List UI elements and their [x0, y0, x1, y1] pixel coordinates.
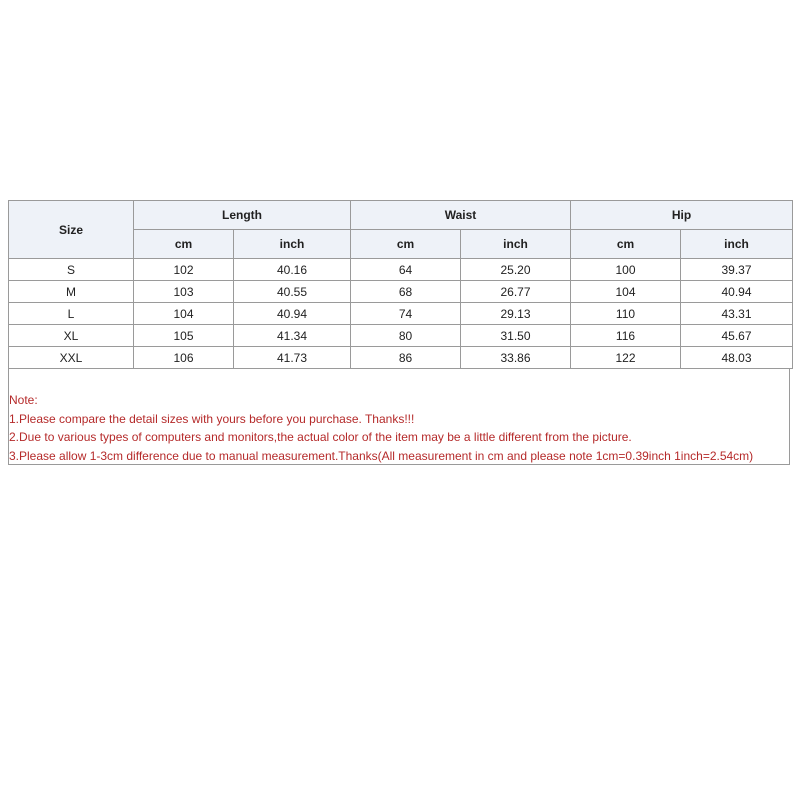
unit-header: cm [571, 230, 681, 259]
size-cell: L [9, 303, 134, 325]
table-cell: 43.31 [681, 303, 793, 325]
size-cell: XXL [9, 347, 134, 369]
size-table [8, 200, 793, 369]
table-row [9, 303, 793, 325]
length-group-header: Length [134, 201, 351, 230]
table-row [9, 281, 793, 303]
unit-header: cm [351, 230, 461, 259]
table-cell: 105 [134, 325, 234, 347]
size-notes [8, 369, 790, 465]
table-cell: 100 [571, 259, 681, 281]
table-cell: 31.50 [461, 325, 571, 347]
unit-header: inch [234, 230, 351, 259]
group-header-row [9, 201, 793, 230]
table-cell: 122 [571, 347, 681, 369]
table-row [9, 325, 793, 347]
note-line: 2.Due to various types of computers and monitors,the actual color of the item may be a little different from the picture. [9, 430, 632, 444]
table-cell: 41.34 [234, 325, 351, 347]
table-cell: 39.37 [681, 259, 793, 281]
table-cell: 45.67 [681, 325, 793, 347]
table-cell: 40.16 [234, 259, 351, 281]
table-cell: 102 [134, 259, 234, 281]
table-cell: 110 [571, 303, 681, 325]
table-cell: 74 [351, 303, 461, 325]
table-cell: 41.73 [234, 347, 351, 369]
table-row [9, 259, 793, 281]
unit-header: cm [134, 230, 234, 259]
table-cell: 33.86 [461, 347, 571, 369]
table-cell: 64 [351, 259, 461, 281]
table-cell: 26.77 [461, 281, 571, 303]
note-line: 3.Please allow 1-3cm difference due to manual measurement.Thanks(All measurement in cm and please note 1cm=0.39inch 1inch=2.54cm) [9, 448, 754, 463]
table-cell: 40.94 [681, 281, 793, 303]
table-cell: 40.55 [234, 281, 351, 303]
size-cell: XL [9, 325, 134, 347]
unit-header: inch [461, 230, 571, 259]
size-cell: M [9, 281, 134, 303]
size-column-header: Size [9, 201, 134, 259]
note-title: Note: [9, 393, 38, 407]
table-cell: 25.20 [461, 259, 571, 281]
table-cell: 106 [134, 347, 234, 369]
unit-header: inch [681, 230, 793, 259]
table-cell: 29.13 [461, 303, 571, 325]
table-cell: 116 [571, 325, 681, 347]
table-cell: 104 [571, 281, 681, 303]
size-cell: S [9, 259, 134, 281]
table-cell: 86 [351, 347, 461, 369]
table-cell: 104 [134, 303, 234, 325]
size-chart [8, 200, 792, 465]
note-line: 1.Please compare the detail sizes with yours before you purchase. Thanks!!! [9, 411, 415, 426]
table-cell: 80 [351, 325, 461, 347]
table-cell: 68 [351, 281, 461, 303]
table-cell: 40.94 [234, 303, 351, 325]
hip-group-header: Hip [571, 201, 793, 230]
waist-group-header: Waist [351, 201, 571, 230]
table-cell: 48.03 [681, 347, 793, 369]
table-row [9, 347, 793, 369]
table-cell: 103 [134, 281, 234, 303]
